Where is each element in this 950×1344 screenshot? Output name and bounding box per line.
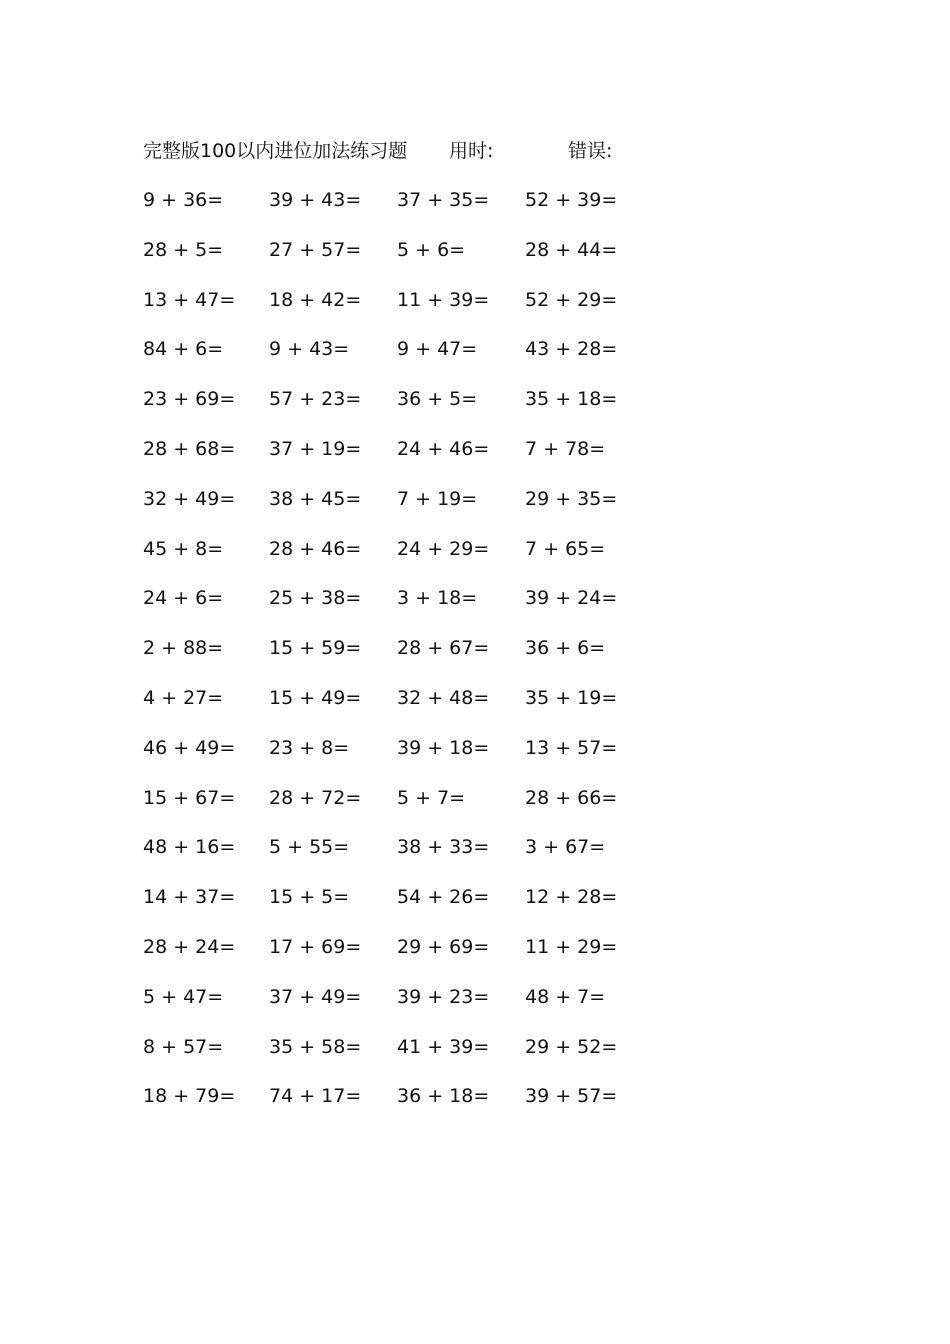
addition-problem: 39 + 23= [397,985,490,1008]
addition-problem: 39 + 24= [525,587,618,610]
addition-problem: 39 + 18= [397,736,490,759]
addition-problem: 32 + 48= [397,686,490,709]
addition-problem: 36 + 6= [525,637,606,660]
addition-problem: 28 + 5= [143,238,224,261]
addition-problem: 38 + 45= [269,487,362,510]
addition-problem: 45 + 8= [143,537,224,560]
problem-row [143,1032,663,1082]
addition-problem: 48 + 16= [143,836,236,859]
addition-problem: 28 + 46= [269,537,362,560]
addition-problem: 9 + 47= [397,338,478,361]
problem-row [143,1081,663,1131]
problem-row [143,733,663,783]
addition-problem: 39 + 43= [269,189,362,211]
addition-problem: 9 + 43= [269,338,350,361]
problem-row [143,633,663,683]
addition-problem: 23 + 69= [143,388,236,411]
addition-problem: 13 + 57= [525,736,618,759]
addition-problem: 37 + 35= [397,189,490,211]
addition-problem: 37 + 49= [269,985,362,1008]
addition-problem: 18 + 79= [143,1085,236,1108]
addition-problem: 5 + 55= [269,836,350,859]
addition-problem: 11 + 39= [397,288,490,311]
addition-problem: 15 + 67= [143,786,236,809]
addition-problem: 27 + 57= [269,238,362,261]
addition-problem: 36 + 18= [397,1085,490,1108]
addition-problem: 48 + 7= [525,985,606,1008]
addition-problem: 3 + 18= [397,587,478,610]
addition-problem: 15 + 49= [269,686,362,709]
addition-problem: 29 + 69= [397,935,490,958]
addition-problem: 84 + 6= [143,338,224,361]
problem-row [143,832,663,882]
addition-problem: 13 + 47= [143,288,236,311]
addition-problem: 28 + 24= [143,935,236,958]
problem-row [143,235,663,285]
addition-problem: 15 + 5= [269,886,350,909]
problem-row [143,334,663,384]
addition-problem: 36 + 5= [397,388,478,411]
addition-problem: 5 + 47= [143,985,224,1008]
addition-problem: 28 + 67= [397,637,490,660]
addition-problem: 5 + 6= [397,238,466,261]
problem-row [143,285,663,335]
problem-row [143,683,663,733]
addition-problem: 18 + 42= [269,288,362,311]
problem-row [143,932,663,982]
addition-problem: 38 + 33= [397,836,490,859]
problem-row [143,882,663,932]
addition-problem: 35 + 19= [525,686,618,709]
addition-problem: 52 + 29= [525,288,618,311]
addition-problem: 8 + 57= [143,1035,224,1058]
addition-problem: 5 + 7= [397,786,466,809]
addition-problem: 43 + 28= [525,338,618,361]
worksheet-title: 完整版100以内进位加法练习题 [143,140,408,162]
problem-row [143,384,663,434]
addition-problem: 7 + 19= [397,487,478,510]
addition-problem: 25 + 38= [269,587,362,610]
addition-problem: 28 + 44= [525,238,618,261]
time-taken-label: 用时: [449,140,494,162]
addition-problem: 54 + 26= [397,886,490,909]
addition-problem: 24 + 46= [397,437,490,460]
addition-problem: 23 + 8= [269,736,350,759]
addition-problem: 37 + 19= [269,437,362,460]
addition-problem: 35 + 58= [269,1035,362,1058]
problem-grid [143,185,663,1131]
addition-problem: 29 + 52= [525,1035,618,1058]
addition-problem: 2 + 88= [143,637,224,660]
problem-row [143,484,663,534]
addition-problem: 12 + 28= [525,886,618,909]
problem-row [143,185,663,235]
addition-problem: 28 + 66= [525,786,618,809]
problem-row [143,583,663,633]
addition-problem: 41 + 39= [397,1035,490,1058]
addition-problem: 28 + 72= [269,786,362,809]
addition-problem: 52 + 39= [525,189,618,211]
addition-problem: 39 + 57= [525,1085,618,1108]
addition-problem: 9 + 36= [143,189,224,211]
addition-problem: 57 + 23= [269,388,362,411]
addition-problem: 7 + 65= [525,537,606,560]
addition-problem: 46 + 49= [143,736,236,759]
addition-problem: 3 + 67= [525,836,606,859]
problem-row [143,434,663,484]
problem-row [143,982,663,1032]
addition-problem: 11 + 29= [525,935,618,958]
addition-problem: 32 + 49= [143,487,236,510]
addition-problem: 74 + 17= [269,1085,362,1108]
addition-problem: 4 + 27= [143,686,224,709]
addition-problem: 17 + 69= [269,935,362,958]
addition-problem: 14 + 37= [143,886,236,909]
addition-problem: 15 + 59= [269,637,362,660]
addition-problem: 29 + 35= [525,487,618,510]
problem-row [143,534,663,584]
problem-row [143,783,663,833]
addition-problem: 24 + 29= [397,537,490,560]
error-count-label: 错误: [568,140,613,162]
addition-problem: 28 + 68= [143,437,236,460]
addition-problem: 35 + 18= [525,388,618,411]
addition-problem: 24 + 6= [143,587,224,610]
addition-problem: 7 + 78= [525,437,606,460]
